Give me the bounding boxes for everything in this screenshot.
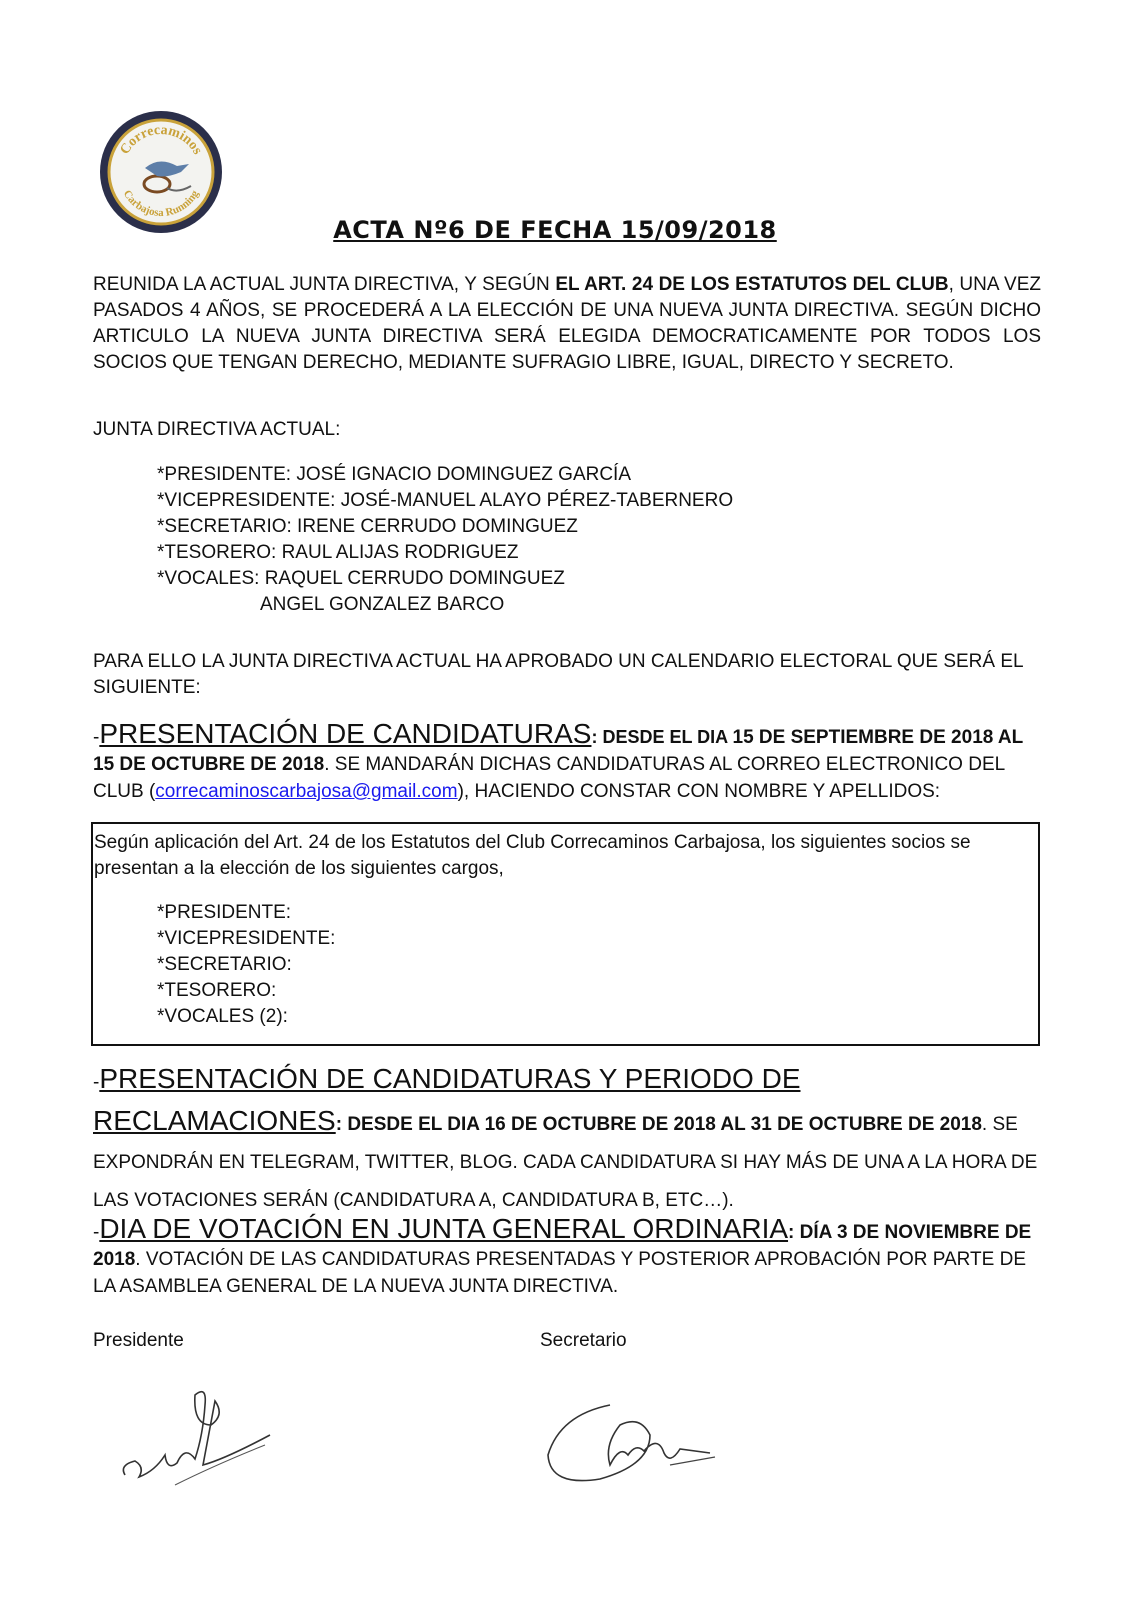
- list-item: *VOCALES (2):: [157, 1006, 288, 1027]
- list-item: *VICEPRESIDENTE:: [157, 928, 336, 949]
- svg-text:Carbajosa Running: Carbajosa Running: [120, 188, 202, 220]
- list-item: *VOCALES: RAQUEL CERRUDO DOMINGUEZ: [157, 568, 565, 589]
- list-item: *SECRETARIO:: [157, 954, 292, 975]
- svg-text:Correcaminos: Correcaminos: [117, 122, 205, 158]
- list-item: *SECRETARIO: IRENE CERRUDO DOMINGUEZ: [157, 516, 578, 537]
- secretary-signature: [540, 1395, 720, 1495]
- candidature-form-box: [91, 822, 1040, 1046]
- president-label: Presidente: [93, 1330, 184, 1351]
- list-item: *TESORERO:: [157, 980, 277, 1001]
- section-candidaturas: -PRESENTACIÓN DE CANDIDATURAS: DESDE EL DIA 15 DE SEPTIEMBRE DE 2018 AL 15 DE OCTUBRE DE 2018. SE MANDARÁN DICHAS CANDIDATURAS AL CORREO ELECTRONICO DEL CLUB (correcaminoscarbajosa@gmail.com), HACIENDO CONSTAR CON NOMBRE Y APELLIDOS:: [93, 718, 1023, 802]
- section-reclamaciones: -PRESENTACIÓN DE CANDIDATURAS Y PERIODO DE RECLAMACIONES: DESDE EL DIA 16 DE OCTUBRE DE 2018 AL 31 DE OCTUBRE DE 2018. SE EXPONDRÁN EN TELEGRAM, TWITTER, BLOG. CADA CANDIDATURA SI HAY MÁS DE UNA A LA HORA DE LAS VOTACIONES SERÁN (CANDIDATURA A, CANDIDATURA B, ETC…).: [93, 1063, 1038, 1211]
- list-item: *PRESIDENTE:: [157, 902, 292, 923]
- board-members-list: [157, 462, 733, 618]
- form-items: [157, 900, 335, 1030]
- list-item: ANGEL GONZALEZ BARCO: [260, 594, 505, 615]
- email-link[interactable]: correcaminoscarbajosa@gmail.com: [155, 781, 458, 802]
- document-title: ACTA Nº6 DE FECHA 15/09/2018: [333, 216, 777, 244]
- secretary-label: Secretario: [540, 1330, 627, 1351]
- list-item: *TESORERO: RAUL ALIJAS RODRIGUEZ: [157, 542, 519, 563]
- list-item: *PRESIDENTE: JOSÉ IGNACIO DOMINGUEZ GARCÍA: [157, 464, 632, 485]
- president-signature: [115, 1375, 285, 1495]
- board-heading: JUNTA DIRECTIVA ACTUAL:: [93, 419, 341, 440]
- intro-paragraph: REUNIDA LA ACTUAL JUNTA DIRECTIVA, Y SEGÚN EL ART. 24 DE LOS ESTATUTOS DEL CLUB, UNA VEZ PASADOS 4 AÑOS, SE PROCEDERÁ A LA ELECCIÓN DE UNA NUEVA JUNTA DIRECTIVA. SEGÚN DICHO ARTICULO LA NUEVA JUNTA DIRECTIVA SERÁ ELEGIDA DEMOCRATICAMENTE POR TODOS LOS SOCIOS QUE TENGAN DERECHO, MEDIANTE SUFRAGIO LIBRE, IGUAL, DIRECTO Y SECRETO.: [93, 274, 1042, 373]
- form-text: Según aplicación del Art. 24 de los Estatutos del Club Correcaminos Carbajosa, los siguientes socios se presentan a la elección de los siguientes cargos,: [94, 832, 971, 879]
- section-votacion: -DIA DE VOTACIÓN EN JUNTA GENERAL ORDINARIA: DÍA 3 DE NOVIEMBRE DE 2018. VOTACIÓN DE LAS CANDIDATURAS PRESENTADAS Y POSTERIOR APROBACIÓN POR PARTE DE LA ASAMBLEA GENERAL DE LA NUEVA JUNTA DIRECTIVA.: [93, 1213, 1032, 1297]
- list-item: *VICEPRESIDENTE: JOSÉ-MANUEL ALAYO PÉREZ-TABERNERO: [157, 490, 734, 511]
- calendar-intro: PARA ELLO LA JUNTA DIRECTIVA ACTUAL HA APROBADO UN CALENDARIO ELECTORAL QUE SERÁ EL SIGUIENTE:: [93, 651, 1023, 698]
